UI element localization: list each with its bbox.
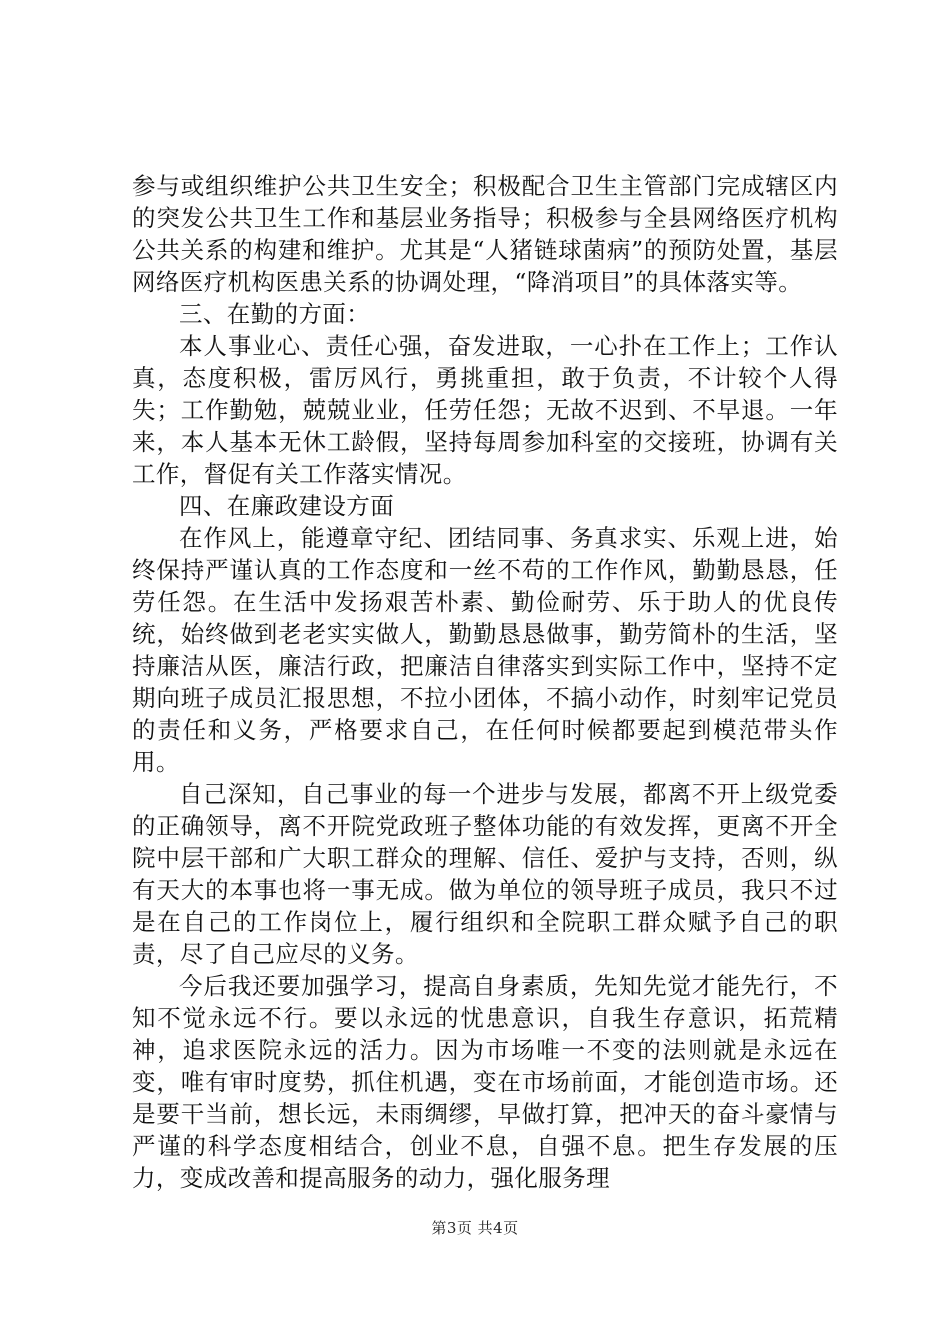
paragraph-self-awareness: 自己深知，自己事业的每一个进步与发展，都离不开上级党委的正确领导，离不开院党政班子整体功能的有效发挥，更离不开全院中层干部和广大职工群众的理解、信任、爱护与支持，否则，纵有天大的本事也将一事无成。做为单位的领导班子成员，我只不过是在自己的工作岗位上，履行组织和全院职工群众赋予自己的职责，尽了自己应尽的义务。 [132, 780, 838, 968]
paragraph-future-plans: 今后我还要加强学习，提高自身素质，先知先觉才能先行，不知不觉永远不行。要以永远的忧患意识，自我生存意识，拓荒精神，追求医院永远的活力。因为市场唯一不变的法则就是永远在变，唯有审时度势，抓住机遇，变在市场前面，才能创造市场。还是要干当前，想长远，未雨绸缪，早做打算，把冲天的奋斗豪情与严谨的科学态度相结合，创业不息，自强不息。把生存发展的压力，变成改善和提高服务的动力，强化服务理 [132, 972, 838, 1192]
paragraph-1: 参与或组织维护公共卫生安全；积极配合卫生主管部门完成辖区内的突发公共卫生工作和基层业务指导；积极参与全县网络医疗机构公共关系的构建和维护。尤其是“人猪链球菌病”的预防处置，基层网络医疗机构医患关系的协调处理，“降消项目”的具体落实等。 [132, 172, 838, 296]
section-heading-diligence: 三、在勤的方面： [179, 300, 371, 328]
document-body [132, 170, 838, 1194]
paragraph-diligence: 本人事业心、责任心强，奋发进取，一心扑在工作上；工作认真，态度积极，雷厉风行，勇挑重担，敢于负责，不计较个人得失；工作勤勉，兢兢业业，任劳任怨；无故不迟到、不早退。一年来，本人基本无休工龄假，坚持每周参加科室的交接班，协调有关工作，督促有关工作落实情况。 [132, 332, 838, 488]
page-footer: 第3页 共4页 [431, 1219, 519, 1237]
section-heading-integrity: 四、在廉政建设方面 [179, 492, 395, 520]
paragraph-integrity: 在作风上，能遵章守纪、团结同事、务真求实、乐观上进，始终保持严谨认真的工作态度和一丝不苟的工作作风，勤勤恳恳，任劳任怨。在生活中发扬艰苦朴素、勤俭耐劳、乐于助人的优良传统，始终做到老老实实做人，勤勤恳恳做事，勤劳简朴的生活，坚持廉洁从医，廉洁行政，把廉洁自律落实到实际工作中，坚持不定期向班子成员汇报思想，不拉小团体，不搞小动作，时刻牢记党员的责任和义务，严格要求自己，在任何时候都要起到模范带头作用。 [132, 524, 838, 776]
